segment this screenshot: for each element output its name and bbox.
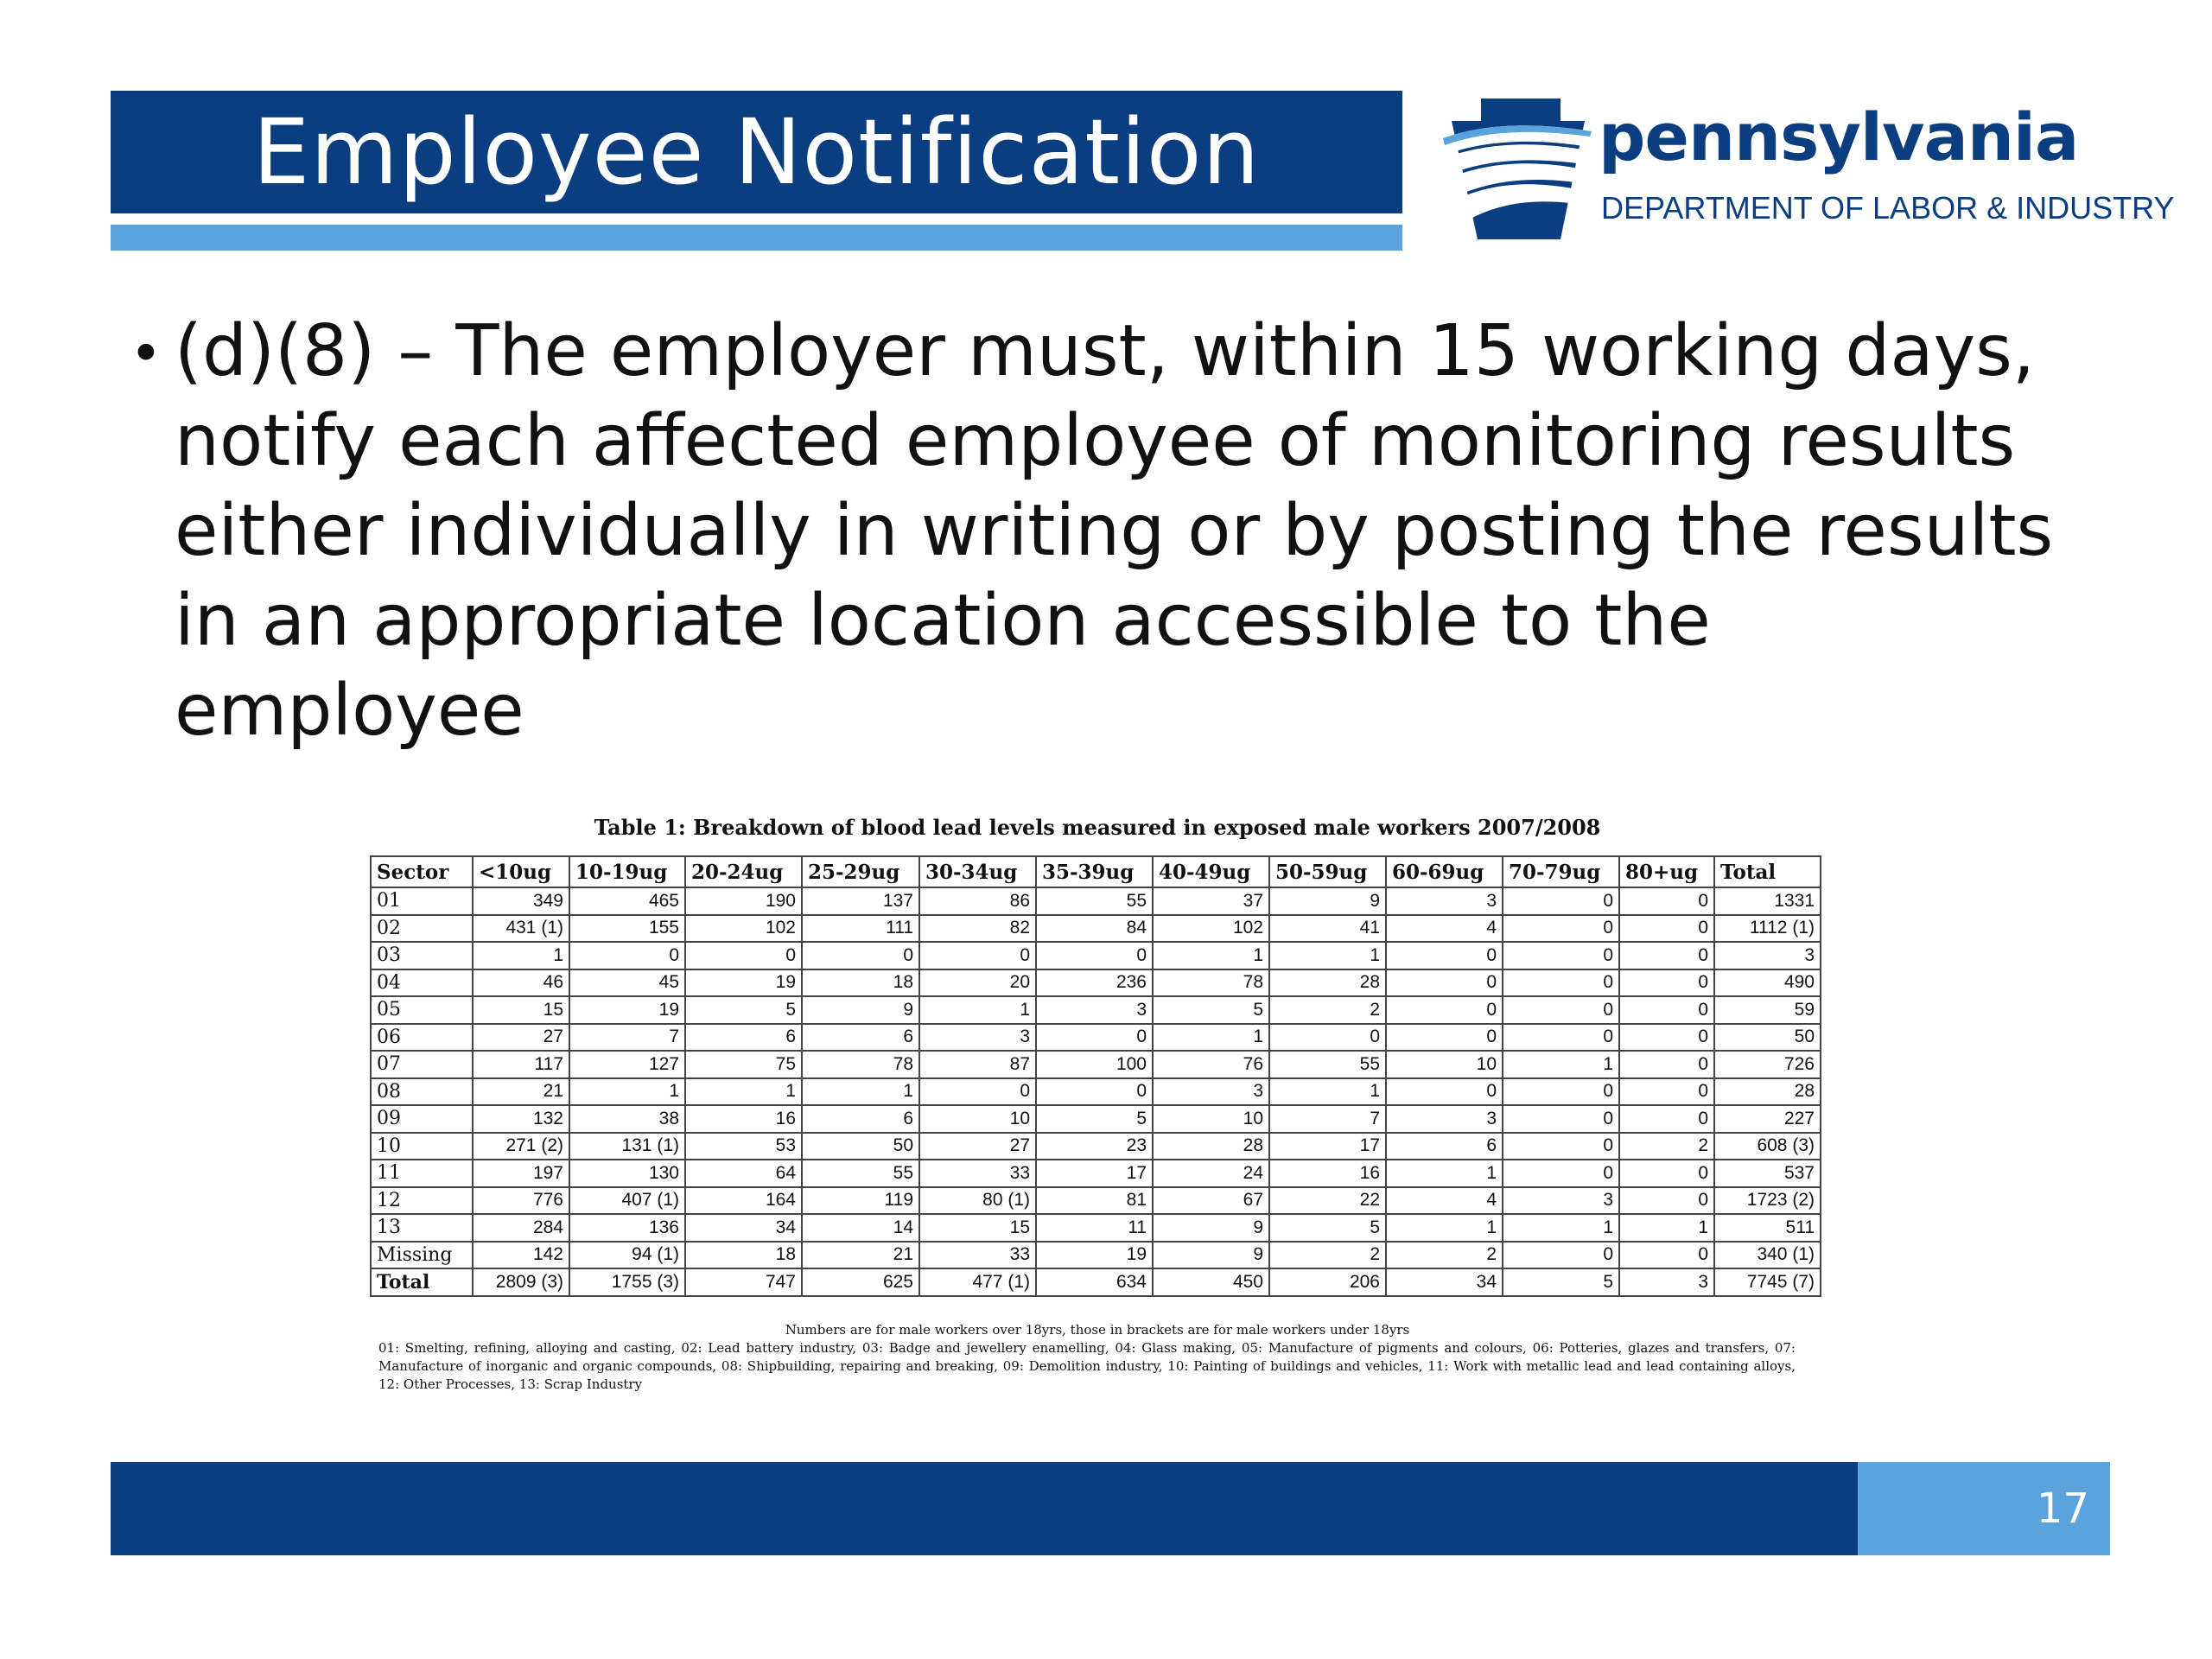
table-cell: 164 — [685, 1187, 802, 1215]
table-cell: 0 — [919, 942, 1036, 969]
footer-page-box — [1858, 1462, 2110, 1555]
table-cell: 477 (1) — [919, 1268, 1036, 1296]
table-cell: 1 — [1503, 1214, 1619, 1242]
table-cell: 102 — [1153, 915, 1269, 943]
logo-department: DEPARTMENT OF LABOR & INDUSTRY — [1601, 190, 2175, 226]
table-cell: 5 — [1269, 1214, 1386, 1242]
sector-cell: 02 — [371, 915, 473, 943]
table-cell: 136 — [569, 1214, 685, 1242]
table-cell: 2 — [1269, 996, 1386, 1024]
table-cell: 0 — [685, 942, 802, 969]
table-cell: 34 — [685, 1214, 802, 1242]
logo-name: pennsylvania — [1599, 99, 2079, 175]
table-cell: 1 — [1386, 1160, 1503, 1187]
table-cell: 0 — [569, 942, 685, 969]
table-cell: 15 — [473, 996, 569, 1024]
table-cell: 1 — [1386, 1214, 1503, 1242]
column-header: 30-34ug — [919, 856, 1036, 887]
table-cell: 33 — [919, 1160, 1036, 1187]
table-cell: 0 — [1269, 1024, 1386, 1052]
table-cell: 0 — [1503, 1105, 1619, 1133]
column-header: Total — [1714, 856, 1821, 887]
table-row — [371, 1268, 1821, 1296]
table-cell: 0 — [1036, 1024, 1153, 1052]
table-cell: 1 — [802, 1078, 919, 1106]
table-cell: 86 — [919, 887, 1036, 915]
table-cell: 5 — [1036, 1105, 1153, 1133]
table-cell: 17 — [1036, 1160, 1153, 1187]
table-row — [371, 942, 1821, 969]
table-cell: 3 — [919, 1024, 1036, 1052]
table-cell: 0 — [1386, 996, 1503, 1024]
table-cell: 22 — [1269, 1187, 1386, 1215]
table-sector-notes: 01: Smelting, refining, alloying and casting, 02: Lead battery industry, 03: Badge and jewellery enamelling, 04: Glass making, 05: Manufacture of pigments and colours, 06: Potteries, glazes and transfers, 07: Manufacture of inorganic and organic compounds, 08: Shipbuilding, repairing and breaking, 09: Demolition industry, 10: Painting of buildings and vehicles, 11: Work with metallic lead and lead containing alloys, 12: Other Processes, 13: Scrap Industry — [378, 1340, 1796, 1392]
table-cell: 634 — [1036, 1268, 1153, 1296]
table-cell: 349 — [473, 887, 569, 915]
column-header: 40-49ug — [1153, 856, 1269, 887]
table-cell: 2 — [1269, 1242, 1386, 1269]
table-cell: 19 — [1036, 1242, 1153, 1269]
table-cell: 271 (2) — [473, 1133, 569, 1160]
table-cell: 132 — [473, 1105, 569, 1133]
table-cell: 14 — [802, 1214, 919, 1242]
sector-cell: 06 — [371, 1024, 473, 1052]
footer-bar — [111, 1462, 1858, 1555]
table-cell: 111 — [802, 915, 919, 943]
table-cell: 1 — [1503, 1051, 1619, 1078]
sector-cell: 12 — [371, 1187, 473, 1215]
table-cell: 87 — [919, 1051, 1036, 1078]
table-row — [371, 915, 1821, 943]
table-cell: 78 — [1153, 969, 1269, 997]
pennsylvania-logo — [1443, 97, 2175, 244]
table-cell: 21 — [473, 1078, 569, 1106]
table-cell: 0 — [1619, 1105, 1714, 1133]
column-header: 25-29ug — [802, 856, 919, 887]
table-cell: 1 — [473, 942, 569, 969]
table-cell: 119 — [802, 1187, 919, 1215]
table-cell: 0 — [919, 1078, 1036, 1106]
column-header: Sector — [371, 856, 473, 887]
table-cell: 1 — [1153, 1024, 1269, 1052]
table-cell: 17 — [1269, 1133, 1386, 1160]
table-cell: 16 — [1269, 1160, 1386, 1187]
slide-title: Employee Notification — [252, 99, 1261, 205]
table-cell: 608 (3) — [1714, 1133, 1821, 1160]
table-row — [371, 1078, 1821, 1106]
table-title: Table 1: Breakdown of blood lead levels measured in exposed male workers 2007/2008 — [594, 815, 1601, 840]
table-cell: 155 — [569, 915, 685, 943]
table-cell: 55 — [1036, 887, 1153, 915]
table-cell: 6 — [802, 1024, 919, 1052]
table-cell: 227 — [1714, 1105, 1821, 1133]
table-cell: 1 — [1153, 942, 1269, 969]
table-row — [371, 969, 1821, 997]
sector-cell: 11 — [371, 1160, 473, 1187]
column-header: 70-79ug — [1503, 856, 1619, 887]
table-cell: 0 — [1619, 942, 1714, 969]
table-row — [371, 887, 1821, 915]
sector-cell: 03 — [371, 942, 473, 969]
table-cell: 1 — [919, 996, 1036, 1024]
table-cell: 4 — [1386, 1187, 1503, 1215]
table-cell: 5 — [1503, 1268, 1619, 1296]
table-cell: 1 — [1619, 1214, 1714, 1242]
table-cell: 340 (1) — [1714, 1242, 1821, 1269]
table-cell: 190 — [685, 887, 802, 915]
table-cell: 127 — [569, 1051, 685, 1078]
table-cell: 28 — [1269, 969, 1386, 997]
table-cell: 0 — [1619, 1187, 1714, 1215]
table-cell: 1723 (2) — [1714, 1187, 1821, 1215]
table-cell: 3 — [1386, 1105, 1503, 1133]
bullet-text: (d)(8) – The employer must, within 15 working days, notify each affected employee of monitoring results either individually in writing or by posting the results in an appropriate location accessible to the employee — [175, 310, 2054, 752]
table-cell: 431 (1) — [473, 915, 569, 943]
table-row — [371, 1024, 1821, 1052]
table-cell: 3 — [1714, 942, 1821, 969]
table-row — [371, 1133, 1821, 1160]
table-cell: 1 — [1269, 1078, 1386, 1106]
table-cell: 117 — [473, 1051, 569, 1078]
column-header: 80+ug — [1619, 856, 1714, 887]
table-cell: 0 — [1503, 996, 1619, 1024]
table-cell: 82 — [919, 915, 1036, 943]
table-footnote: Numbers are for male workers over 18yrs, those in brackets are for male workers under 18yrs — [785, 1322, 1410, 1338]
table-cell: 537 — [1714, 1160, 1821, 1187]
sector-cell: 01 — [371, 887, 473, 915]
table-cell: 0 — [1503, 1160, 1619, 1187]
table-cell: 20 — [919, 969, 1036, 997]
table-cell: 64 — [685, 1160, 802, 1187]
bullet-dot-icon: • — [130, 322, 162, 386]
table-cell: 24 — [1153, 1160, 1269, 1187]
table-cell: 0 — [1503, 915, 1619, 943]
table-cell: 9 — [1153, 1214, 1269, 1242]
column-header: 50-59ug — [1269, 856, 1386, 887]
table-cell: 46 — [473, 969, 569, 997]
table-cell: 0 — [1386, 969, 1503, 997]
table-cell: 776 — [473, 1187, 569, 1215]
table-cell: 10 — [1386, 1051, 1503, 1078]
table-cell: 6 — [685, 1024, 802, 1052]
table-cell: 3 — [1386, 887, 1503, 915]
page-number: 17 — [2036, 1484, 2089, 1533]
table-cell: 78 — [802, 1051, 919, 1078]
sector-cell: 08 — [371, 1078, 473, 1106]
sector-cell: 13 — [371, 1214, 473, 1242]
column-header: 35-39ug — [1036, 856, 1153, 887]
table-cell: 2809 (3) — [473, 1268, 569, 1296]
table-cell: 21 — [802, 1242, 919, 1269]
table-cell: 33 — [919, 1242, 1036, 1269]
table-cell: 1 — [569, 1078, 685, 1106]
table-cell: 7 — [1269, 1105, 1386, 1133]
table-cell: 5 — [1153, 996, 1269, 1024]
title-bar — [111, 91, 1402, 213]
table-cell: 28 — [1714, 1078, 1821, 1106]
table-cell: 284 — [473, 1214, 569, 1242]
table-cell: 41 — [1269, 915, 1386, 943]
blood-lead-table — [370, 855, 1821, 1297]
table-cell: 16 — [685, 1105, 802, 1133]
table-cell: 55 — [1269, 1051, 1386, 1078]
table-cell: 137 — [802, 887, 919, 915]
table-cell: 0 — [1386, 1024, 1503, 1052]
table-cell: 0 — [802, 942, 919, 969]
table-cell: 45 — [569, 969, 685, 997]
table-cell: 9 — [1153, 1242, 1269, 1269]
table-cell: 1755 (3) — [569, 1268, 685, 1296]
table-cell: 2 — [1386, 1242, 1503, 1269]
table-cell: 84 — [1036, 915, 1153, 943]
table-cell: 7745 (7) — [1714, 1268, 1821, 1296]
table-cell: 38 — [569, 1105, 685, 1133]
table-cell: 19 — [569, 996, 685, 1024]
table-cell: 0 — [1503, 1133, 1619, 1160]
table-cell: 1331 — [1714, 887, 1821, 915]
table-cell: 0 — [1619, 969, 1714, 997]
table-cell: 0 — [1619, 915, 1714, 943]
sector-cell: 07 — [371, 1051, 473, 1078]
column-header: <10ug — [473, 856, 569, 887]
table-cell: 0 — [1619, 887, 1714, 915]
table-cell: 0 — [1503, 942, 1619, 969]
table-cell: 0 — [1619, 1242, 1714, 1269]
table-row — [371, 1242, 1821, 1269]
sector-cell: Missing — [371, 1242, 473, 1269]
table-cell: 67 — [1153, 1187, 1269, 1215]
table-cell: 81 — [1036, 1187, 1153, 1215]
table-cell: 94 (1) — [569, 1242, 685, 1269]
column-header: 10-19ug — [569, 856, 685, 887]
table-cell: 0 — [1036, 1078, 1153, 1106]
table-cell: 5 — [685, 996, 802, 1024]
table-cell: 59 — [1714, 996, 1821, 1024]
table-cell: 3 — [1503, 1187, 1619, 1215]
sector-cell: 09 — [371, 1105, 473, 1133]
table-cell: 0 — [1503, 1024, 1619, 1052]
table-cell: 34 — [1386, 1268, 1503, 1296]
table-row — [371, 1051, 1821, 1078]
table-row — [371, 1214, 1821, 1242]
table-cell: 511 — [1714, 1214, 1821, 1242]
sector-cell: 04 — [371, 969, 473, 997]
table-cell: 76 — [1153, 1051, 1269, 1078]
table-cell: 9 — [1269, 887, 1386, 915]
table-cell: 102 — [685, 915, 802, 943]
table-cell: 131 (1) — [569, 1133, 685, 1160]
table-row — [371, 996, 1821, 1024]
table-cell: 19 — [685, 969, 802, 997]
table-cell: 6 — [802, 1105, 919, 1133]
table-cell: 27 — [919, 1133, 1036, 1160]
column-header: 60-69ug — [1386, 856, 1503, 887]
table-row — [371, 1160, 1821, 1187]
table-cell: 50 — [802, 1133, 919, 1160]
table-cell: 75 — [685, 1051, 802, 1078]
table-cell: 490 — [1714, 969, 1821, 997]
table-cell: 7 — [569, 1024, 685, 1052]
table-cell: 3 — [1619, 1268, 1714, 1296]
table-cell: 0 — [1619, 1051, 1714, 1078]
table-cell: 37 — [1153, 887, 1269, 915]
table-cell: 197 — [473, 1160, 569, 1187]
table-cell: 625 — [802, 1268, 919, 1296]
table-cell: 1112 (1) — [1714, 915, 1821, 943]
table-cell: 53 — [685, 1133, 802, 1160]
table-cell: 0 — [1619, 1024, 1714, 1052]
footer-code: PPT-051-01 — [938, 22, 1173, 71]
table-cell: 206 — [1269, 1268, 1386, 1296]
table-row — [371, 1187, 1821, 1215]
table-cell: 465 — [569, 887, 685, 915]
table-cell: 747 — [685, 1268, 802, 1296]
column-header: 20-24ug — [685, 856, 802, 887]
table-cell: 0 — [1619, 1160, 1714, 1187]
table-cell: 11 — [1036, 1214, 1153, 1242]
table-cell: 28 — [1153, 1133, 1269, 1160]
table-cell: 0 — [1386, 942, 1503, 969]
table-cell: 1 — [685, 1078, 802, 1106]
table-cell: 18 — [685, 1242, 802, 1269]
sector-cell: 10 — [371, 1133, 473, 1160]
table-header-row — [371, 856, 1821, 887]
table-cell: 726 — [1714, 1051, 1821, 1078]
table-cell: 9 — [802, 996, 919, 1024]
table-cell: 450 — [1153, 1268, 1269, 1296]
table-cell: 0 — [1036, 942, 1153, 969]
table-cell: 6 — [1386, 1133, 1503, 1160]
table-cell: 0 — [1619, 1078, 1714, 1106]
table-cell: 0 — [1619, 996, 1714, 1024]
table-cell: 15 — [919, 1214, 1036, 1242]
table-cell: 4 — [1386, 915, 1503, 943]
table-cell: 0 — [1503, 1078, 1619, 1106]
table-cell: 0 — [1503, 969, 1619, 997]
table-cell: 142 — [473, 1242, 569, 1269]
table-cell: 130 — [569, 1160, 685, 1187]
table-cell: 407 (1) — [569, 1187, 685, 1215]
table-cell: 1 — [1269, 942, 1386, 969]
table-cell: 100 — [1036, 1051, 1153, 1078]
title-accent-stripe — [111, 225, 1402, 251]
table-cell: 0 — [1386, 1078, 1503, 1106]
table-cell: 3 — [1036, 996, 1153, 1024]
table-cell: 18 — [802, 969, 919, 997]
table-cell: 80 (1) — [919, 1187, 1036, 1215]
table-cell: 3 — [1153, 1078, 1269, 1106]
table-cell: 50 — [1714, 1024, 1821, 1052]
table-cell: 2 — [1619, 1133, 1714, 1160]
table-cell: 55 — [802, 1160, 919, 1187]
table-cell: 236 — [1036, 969, 1153, 997]
table-row — [371, 1105, 1821, 1133]
table-cell: 10 — [1153, 1105, 1269, 1133]
table-cell: 23 — [1036, 1133, 1153, 1160]
sector-cell: 05 — [371, 996, 473, 1024]
keystone-icon — [1443, 97, 1592, 239]
table-cell: 0 — [1503, 887, 1619, 915]
table-cell: 27 — [473, 1024, 569, 1052]
table-cell: 10 — [919, 1105, 1036, 1133]
sector-cell: Total — [371, 1268, 473, 1296]
table-cell: 0 — [1503, 1242, 1619, 1269]
